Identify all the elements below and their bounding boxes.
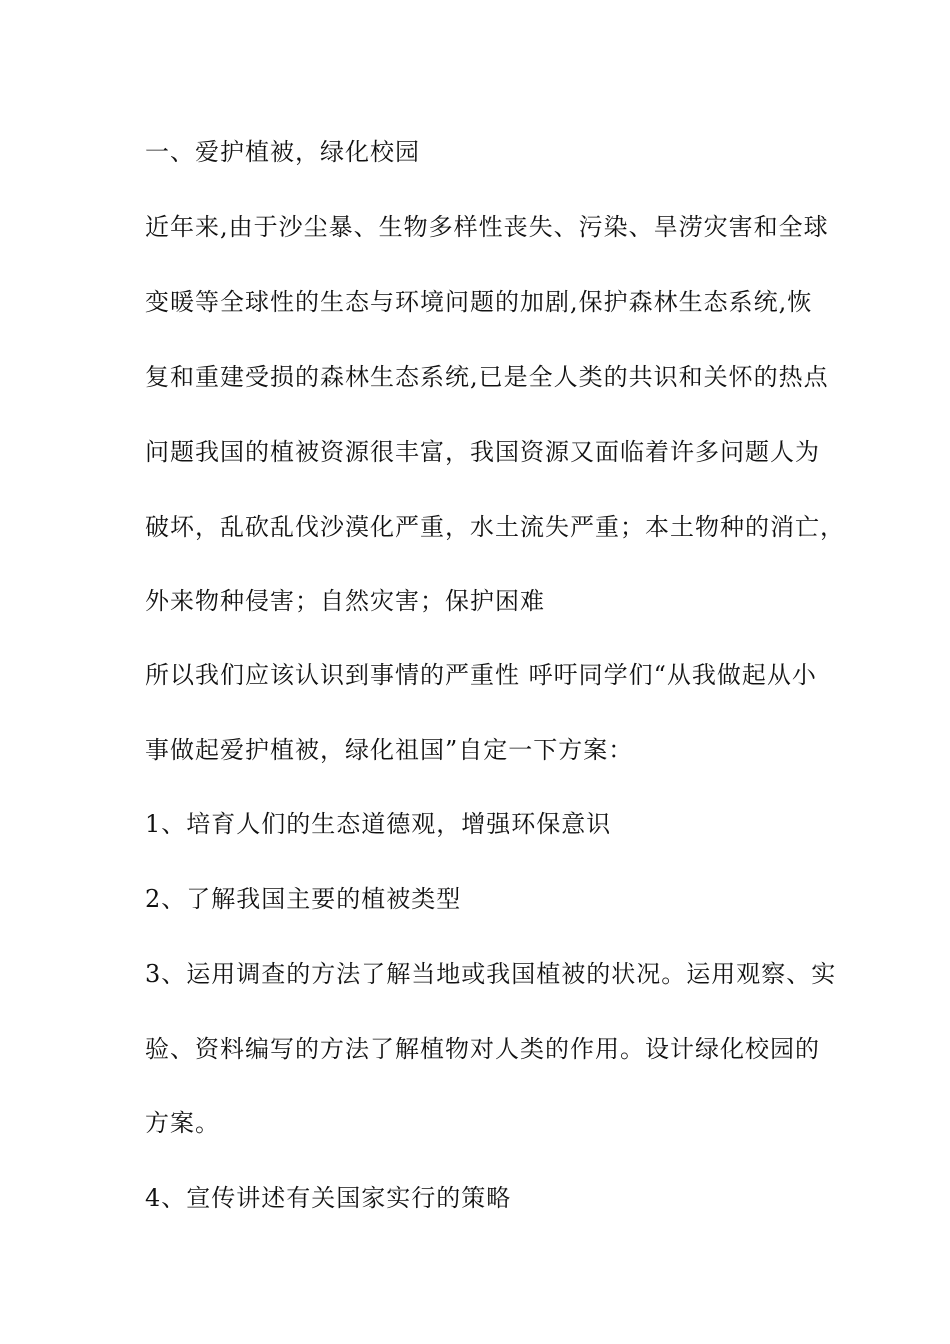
- paragraph-line: 外来物种侵害；自然灾害；保护困难: [145, 587, 545, 615]
- list-item: 1、培育人们的生态道德观，增强环保意识: [145, 810, 612, 838]
- list-item: 4、宣传讲述有关国家实行的策略: [145, 1184, 512, 1212]
- paragraph-line: 所以我们应该认识到事情的严重性 呼吁同学们“从我做起从小: [145, 661, 817, 689]
- list-item: 3、运用调查的方法了解当地或我国植被的状况。运用观察、实: [145, 960, 837, 988]
- paragraph-line: 问题我国的植被资源很丰富，我国资源又面临着许多问题人为: [145, 438, 820, 466]
- section-heading: 一、爱护植被，绿化校园: [145, 138, 420, 166]
- paragraph-line: 变暖等全球性的生态与环境问题的加剧,保护森林生态系统,恢: [145, 288, 813, 316]
- paragraph-line: 复和重建受损的森林生态系统,已是全人类的共识和关怀的热点: [145, 363, 829, 391]
- paragraph-line: 事做起爱护植被，绿化祖国”自定一下方案：: [145, 736, 634, 764]
- paragraph-line: 破坏，乱砍乱伐沙漠化严重，水土流失严重；本土物种的消亡，: [145, 513, 845, 541]
- list-item: 方案。: [145, 1109, 220, 1137]
- list-item: 2、了解我国主要的植被类型: [145, 885, 462, 913]
- list-item: 验、资料编写的方法了解植物对人类的作用。设计绿化校园的: [145, 1035, 820, 1063]
- paragraph-line: 近年来,由于沙尘暴、生物多样性丧失、污染、旱涝灾害和全球: [145, 213, 829, 241]
